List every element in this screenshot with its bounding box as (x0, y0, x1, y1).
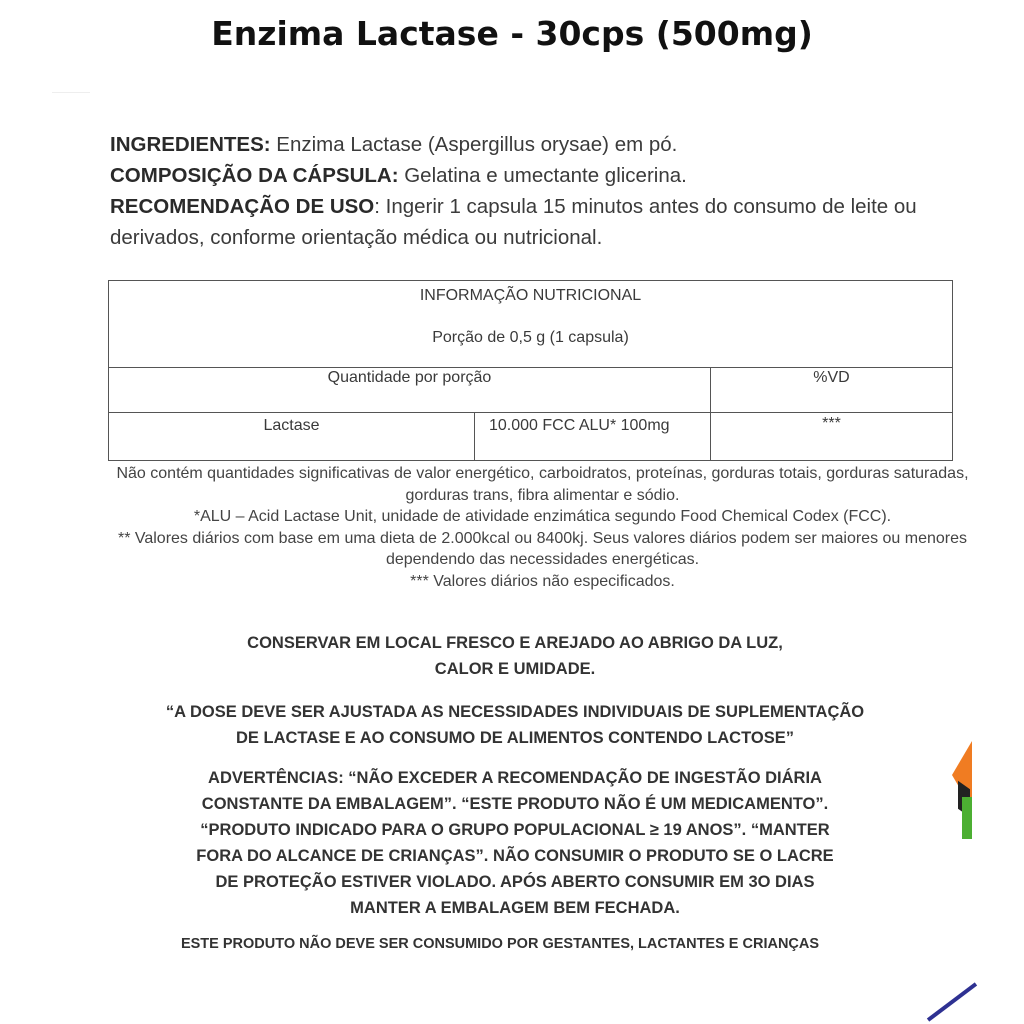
cell-nutrient-amount: 10.000 FCC ALU* 100mg (475, 413, 711, 461)
nutrition-table (108, 280, 953, 461)
storage-line: CONSERVAR EM LOCAL FRESCO E AREJADO AO ABRIGO DA LUZ, (247, 634, 783, 652)
footnote-alu: *ALU – Acid Lactase Unit, unidade de atividade enzimática segundo Food Chemical Codex (FCC). (193, 508, 892, 525)
nutrition-title: INFORMAÇÃO NUTRICIONAL (419, 287, 642, 304)
capsule-composition-label: COMPOSIÇÃO DA CÁPSULA: (110, 164, 399, 187)
footnote-daily-values: ** Valores diários com base em uma dieta de 2.000kcal ou 8400kj. Seus valores diários podem ser maiores ou menores dependendo das necessidades energéticas. (117, 529, 968, 568)
table-row (109, 281, 953, 368)
table-row (109, 413, 953, 461)
cell-nutrient-vd: *** (711, 413, 953, 461)
table-footnotes (110, 463, 975, 592)
table-row (109, 368, 953, 413)
usage-recommendation-label: RECOMENDAÇÃO DE USO (110, 195, 375, 218)
ingredients-label: INGREDIENTES: (110, 133, 271, 156)
warnings-block (100, 765, 930, 921)
usage-recommendation-line (110, 191, 970, 253)
divider (52, 92, 90, 93)
dose-note-line: “A DOSE DEVE SER AJUSTADA AS NECESSIDADES INDIVIDUAIS DE SUPLEMENTAÇÃO (165, 703, 865, 721)
ingredients-line (110, 129, 970, 160)
warning-line: MANTER A EMBALAGEM BEM FECHADA. (350, 899, 680, 917)
cell-nutrient-name: Lactase (109, 413, 475, 461)
portion-text: Porção de 0,5 g (1 capsula) (432, 329, 629, 346)
table-header-cell (109, 281, 953, 368)
column-header-quantity: Quantidade por porção (109, 368, 711, 413)
warning-line: FORA DO ALCANCE DE CRIANÇAS”. NÃO CONSUMIR O PRODUTO SE O LACRE (196, 847, 834, 865)
warning-line: “PRODUTO INDICADO PARA O GRUPO POPULACIONAL ≥ 19 ANOS”. “MANTER (200, 821, 830, 839)
warning-line: DE PROTEÇÃO ESTIVER VIOLADO. APÓS ABERTO CONSUMIR EM 3O DIAS (215, 873, 815, 891)
page-title: Enzima Lactase - 30cps (500mg) (211, 14, 813, 53)
green-stripe-decoration (962, 797, 972, 839)
warning-line: ADVERTÊNCIAS: “NÃO EXCEDER A RECOMENDAÇÃO DE INGESTÃO DIÁRIA (208, 769, 822, 787)
usage-recommendation-text: : Ingerir 1 capsula 15 minutos antes do consumo de leite ou derivados, conforme orientação médica ou nutricional. (110, 195, 917, 249)
final-warning: ESTE PRODUTO NÃO DEVE SER CONSUMIDO POR GESTANTES, LACTANTES E CRIANÇAS (180, 936, 820, 952)
warning-line: CONSTANTE DA EMBALAGEM”. “ESTE PRODUTO NÃO É UM MEDICAMENTO”. (201, 795, 829, 813)
footnote-unspecified: *** Valores diários não especificados. (410, 572, 675, 590)
storage-line: CALOR E UMIDADE. (434, 660, 596, 678)
dose-note-line: DE LACTASE E AO CONSUMO DE ALIMENTOS CONTENDO LACTOSE” (236, 729, 794, 747)
blue-line-decoration (927, 982, 977, 1021)
column-header-vd: %VD (711, 368, 953, 413)
capsule-composition-text: Gelatina e umectante glicerina. (398, 164, 687, 187)
capsule-composition-line (110, 160, 970, 191)
ingredients-block (110, 129, 970, 253)
dose-note (100, 699, 930, 751)
ingredients-text: Enzima Lactase (Aspergillus orysae) em pó. (270, 133, 678, 156)
storage-instructions (100, 630, 930, 682)
footnote-nutrients: Não contém quantidades significativas de valor energético, carboidratos, proteínas, gorduras totais, gorduras saturadas, gorduras trans, fibra alimentar e sódio. (116, 465, 969, 504)
